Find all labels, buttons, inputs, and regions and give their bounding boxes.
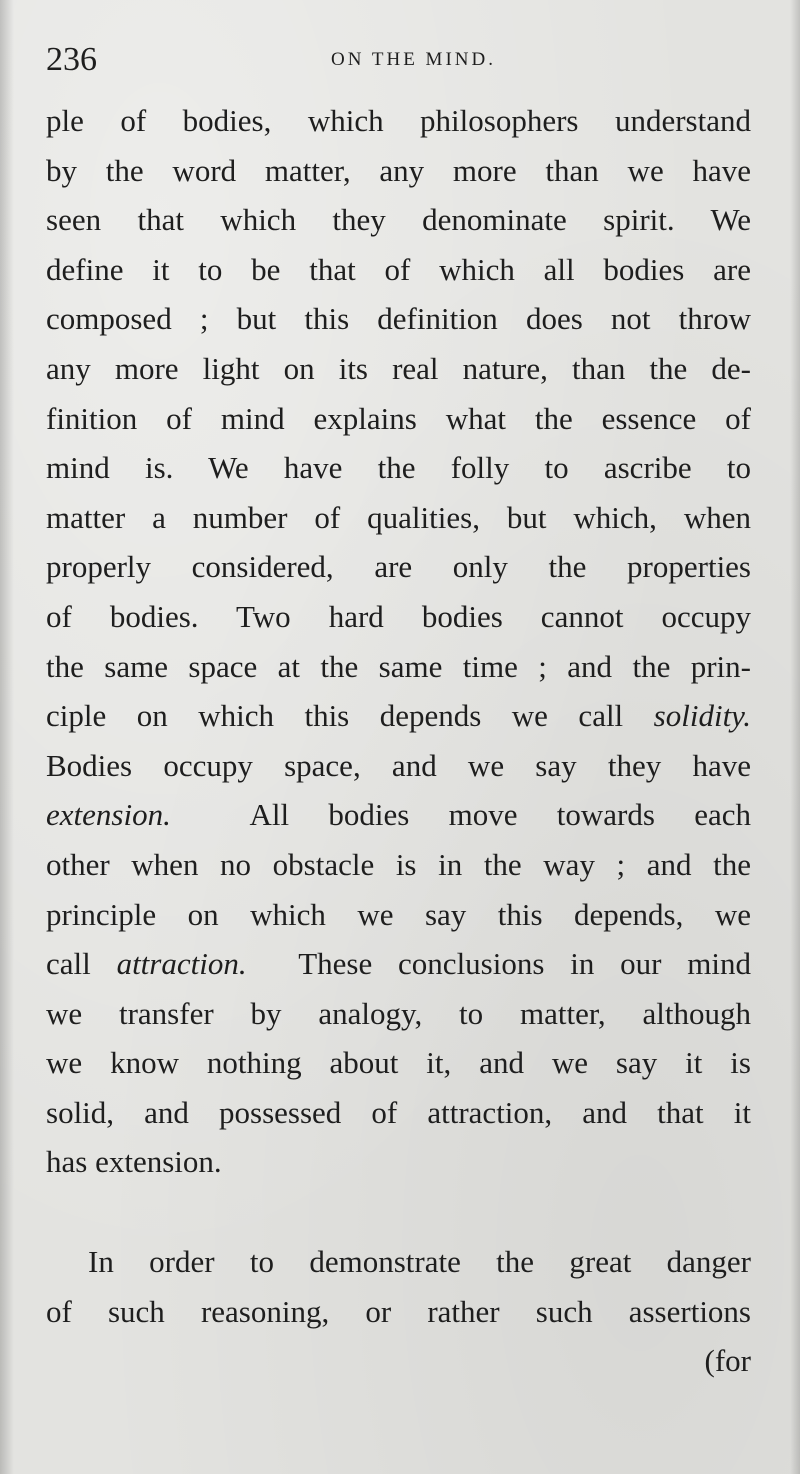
text-line: the same space at the same time ; and the prin-	[46, 648, 751, 684]
running-title: ON THE MIND.	[331, 49, 496, 70]
text-line: finition of mind explains what the essence of	[46, 400, 751, 436]
text-line: seen that which they denominate spirit. We	[46, 202, 751, 238]
text-line: other when no obstacle is in the way ; and the	[46, 846, 751, 882]
text-line: any more light on its real nature, than the de-	[46, 350, 751, 386]
text-line: of such reasoning, or rather such assertions	[46, 1293, 751, 1329]
text-segment: call	[46, 946, 91, 982]
text-line: mind is. We have the folly to ascribe to	[46, 450, 751, 486]
running-head	[46, 40, 751, 80]
italic-term-attraction: attraction.	[116, 946, 247, 982]
text-line: composed ; but this definition does not throw	[46, 301, 751, 337]
text-line: principle on which we say this depends, we	[46, 896, 751, 932]
text-line: In order to demonstrate the great danger	[88, 1244, 751, 1280]
text-segment: All bodies move towards each	[249, 797, 751, 833]
text-segment: ciple on which this depends we call	[46, 698, 624, 734]
italic-term-extension: extension.	[46, 797, 171, 833]
italic-term-solidity: solidity.	[653, 698, 751, 734]
text-line: ple of bodies, which philosophers understand	[46, 103, 751, 138]
paragraph-2	[46, 1237, 751, 1336]
text-line	[46, 691, 751, 741]
text-line: solid, and possessed of attraction, and that it	[46, 1094, 751, 1130]
text-line: we know nothing about it, and we say it is	[46, 1045, 751, 1081]
text-line: we transfer by analogy, to matter, although	[46, 995, 751, 1031]
text-line: of bodies. Two hard bodies cannot occupy	[46, 598, 751, 634]
text-line: by the word matter, any more than we have	[46, 152, 751, 188]
text-line: Bodies occupy space, and we say they have	[46, 747, 751, 783]
text-line: has extension.	[46, 1144, 222, 1180]
page-number: 236	[46, 41, 97, 78]
text-line: matter a number of qualities, but which, when	[46, 499, 751, 535]
body-text	[46, 96, 751, 1386]
catchword: (for	[704, 1343, 751, 1379]
text-line: properly considered, are only the properties	[46, 549, 751, 585]
paragraph-gap	[46, 1187, 751, 1237]
text-line	[46, 939, 751, 989]
text-line: define it to be that of which all bodies are	[46, 251, 751, 287]
paragraph-1	[46, 96, 751, 1187]
text-segment: These conclusions in our mind	[298, 946, 752, 982]
text-line	[46, 790, 751, 840]
